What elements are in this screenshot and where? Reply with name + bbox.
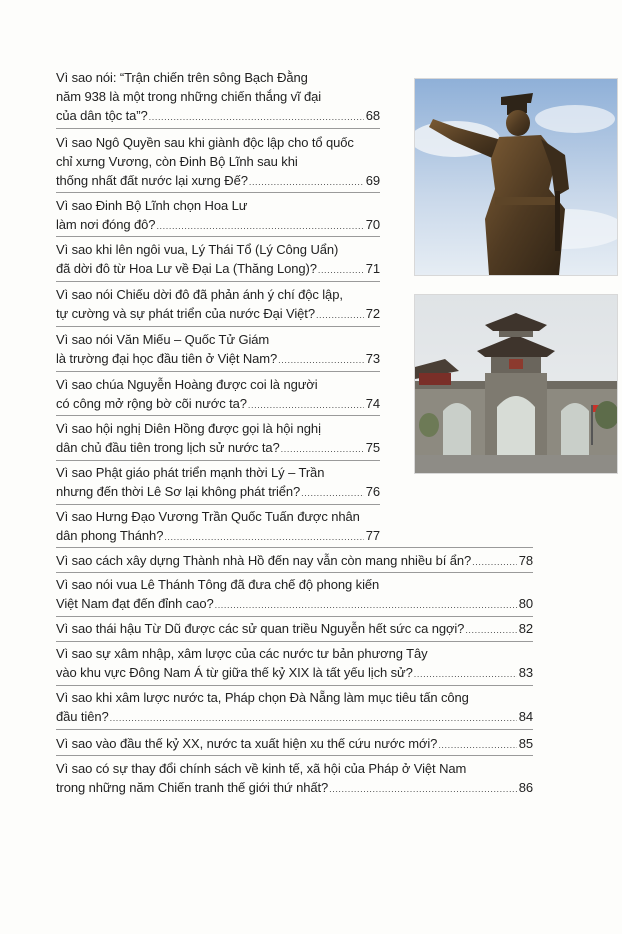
page-number: 74	[365, 396, 380, 411]
divider	[56, 415, 380, 416]
leader-dots	[438, 736, 516, 755]
toc-entry-line: đầu tiên?	[56, 709, 109, 724]
divider	[56, 685, 533, 686]
leader-dots	[316, 306, 364, 325]
toc-entry-line: năm 938 là một trong những chiến thắng vĩ đại	[56, 89, 322, 104]
page-number: 71	[365, 261, 380, 276]
divider	[56, 641, 533, 642]
page-number: 78	[518, 553, 533, 568]
page-number: 73	[365, 351, 380, 366]
toc-entry[interactable]	[56, 463, 380, 503]
page-number: 77	[365, 528, 380, 543]
divider	[56, 326, 380, 327]
leader-dots	[278, 351, 364, 370]
divider	[56, 460, 380, 461]
toc-entry[interactable]	[56, 551, 533, 572]
toc-entry[interactable]	[56, 196, 380, 236]
toc-entry-line: của dân tộc ta”?	[56, 108, 148, 123]
leader-dots	[465, 621, 516, 640]
toc-entry-line: Vì sao cách xây dựng Thành nhà Hồ đến nay vẫn còn mang nhiều bí ẩn?	[56, 553, 472, 568]
page-number: 72	[365, 306, 380, 321]
toc-entry[interactable]	[56, 240, 380, 280]
divider	[56, 729, 533, 730]
leader-dots	[472, 553, 517, 572]
toc-entry[interactable]	[56, 68, 380, 127]
divider	[56, 371, 380, 372]
toc-entry[interactable]	[56, 375, 380, 415]
statue-photo	[414, 78, 618, 276]
page-number: 80	[518, 596, 533, 611]
toc-entry[interactable]	[56, 285, 380, 325]
divider	[56, 572, 533, 573]
leader-dots	[156, 217, 363, 236]
toc-entry[interactable]	[56, 644, 533, 684]
page-number: 68	[365, 108, 380, 123]
divider	[56, 281, 380, 282]
divider	[56, 755, 533, 756]
page-number: 69	[365, 173, 380, 188]
toc-entry-line: Vì sao nói Văn Miếu – Quốc Tử Giám	[56, 332, 270, 347]
toc-entry-line: dân phong Thánh?	[56, 528, 164, 543]
toc-entry-line: Vì sao Phật giáo phát triển mạnh thời Lý – Trần	[56, 465, 325, 480]
page-number: 76	[365, 484, 380, 499]
toc-entry-line: Vì sao khi xâm lược nước ta, Pháp chọn Đà Nẵng làm mục tiêu tấn công	[56, 690, 469, 705]
leader-dots	[249, 173, 364, 192]
toc-entry-line: thống nhất đất nước lại xưng Đế?	[56, 173, 248, 188]
toc-entry-line: làm nơi đóng đô?	[56, 217, 156, 232]
divider	[56, 128, 380, 129]
divider	[56, 192, 380, 193]
page-number: 86	[518, 780, 533, 795]
toc-entry-line: Vì sao vào đầu thế kỷ XX, nước ta xuất hiện xu thế cứu nước mới?	[56, 736, 438, 751]
toc-entry-line: Vì sao Ngô Quyền sau khi giành độc lập cho tổ quốc	[56, 135, 354, 150]
toc-entry-line: Vì sao Đinh Bộ Lĩnh chọn Hoa Lư	[56, 198, 248, 213]
leader-dots	[329, 780, 517, 799]
toc-entry-line: Vì sao nói vua Lê Thánh Tông đã đưa chế độ phong kiến	[56, 577, 380, 592]
toc-entry-line: Vì sao Hưng Đạo Vương Trần Quốc Tuấn được nhân	[56, 509, 360, 524]
divider	[56, 616, 533, 617]
leader-dots	[149, 108, 364, 127]
toc-entry-line: đã dời đô từ Hoa Lư về Đại La (Thăng Long)?	[56, 261, 317, 276]
toc-entry[interactable]	[56, 688, 533, 728]
page-number: 84	[518, 709, 533, 724]
toc-entry-line: Vì sao chúa Nguyễn Hoàng được coi là người	[56, 377, 318, 392]
toc-entry-line: Vì sao nói: “Trận chiến trên sông Bạch Đằng	[56, 70, 308, 85]
toc-entry-line: là trường đại học đầu tiên ở Việt Nam?	[56, 351, 278, 366]
toc-entry-line: nhưng đến thời Lê Sơ lại không phát triển?	[56, 484, 301, 499]
toc-entry-line: vào khu vực Đông Nam Á từ giữa thế kỷ XIX là tất yếu lịch sử?	[56, 665, 413, 680]
leader-dots	[248, 396, 364, 415]
toc-entry-line: tự cường và sự phát triển của nước Đại Việt?	[56, 306, 315, 321]
leader-dots	[414, 665, 517, 684]
divider	[56, 504, 380, 505]
toc-entry-line: Vì sao nói Chiếu dời đô đã phản ánh ý chí độc lập,	[56, 287, 343, 302]
toc-entry[interactable]	[56, 619, 533, 640]
toc-entry[interactable]	[56, 507, 380, 547]
toc-entry-line: trong những năm Chiến tranh thế giới thứ nhất?	[56, 780, 329, 795]
toc-entry[interactable]	[56, 575, 533, 615]
toc-entry-line: dân chủ đầu tiên trong lịch sử nước ta?	[56, 440, 280, 455]
toc-entry-line: Vì sao thái hậu Từ Dũ được các sử quan triều Nguyễn hết sức ca ngợi?	[56, 621, 465, 636]
toc-entry-line: Việt Nam đạt đến đỉnh cao?	[56, 596, 214, 611]
toc-entry[interactable]	[56, 734, 533, 755]
toc-entry-line: chỉ xưng Vương, còn Đinh Bộ Lĩnh sau khi	[56, 154, 298, 169]
page-number: 85	[518, 736, 533, 751]
page-number: 70	[365, 217, 380, 232]
toc-entry[interactable]	[56, 759, 533, 799]
leader-dots	[318, 261, 364, 280]
divider	[56, 236, 380, 237]
toc-entry-line: Vì sao có sự thay đổi chính sách về kinh tế, xã hội của Pháp ở Việt Nam	[56, 761, 467, 776]
toc-entry-line: có công mở rộng bờ cõi nước ta?	[56, 396, 247, 411]
toc-entry-line: Vì sao khi lên ngôi vua, Lý Thái Tổ (Lý Công Uẩn)	[56, 242, 339, 257]
leader-dots	[110, 709, 517, 728]
toc-entry[interactable]	[56, 419, 380, 459]
toc-entry-line: Vì sao sự xâm nhập, xâm lược của các nước tư bản phương Tây	[56, 646, 428, 661]
gate-image	[415, 295, 617, 473]
leader-dots	[215, 596, 517, 615]
leader-dots	[281, 440, 364, 459]
page-number: 82	[518, 621, 533, 636]
citadel-gate-photo	[414, 294, 618, 474]
page-number: 83	[518, 665, 533, 680]
divider	[56, 547, 533, 548]
toc-entry[interactable]	[56, 133, 380, 192]
leader-dots	[301, 484, 364, 503]
toc-entry-line: Vì sao hội nghị Diên Hồng được gọi là hội nghị	[56, 421, 321, 436]
page-number: 75	[365, 440, 380, 455]
leader-dots	[164, 528, 363, 547]
statue-image	[415, 79, 617, 275]
toc-entry[interactable]	[56, 330, 380, 370]
